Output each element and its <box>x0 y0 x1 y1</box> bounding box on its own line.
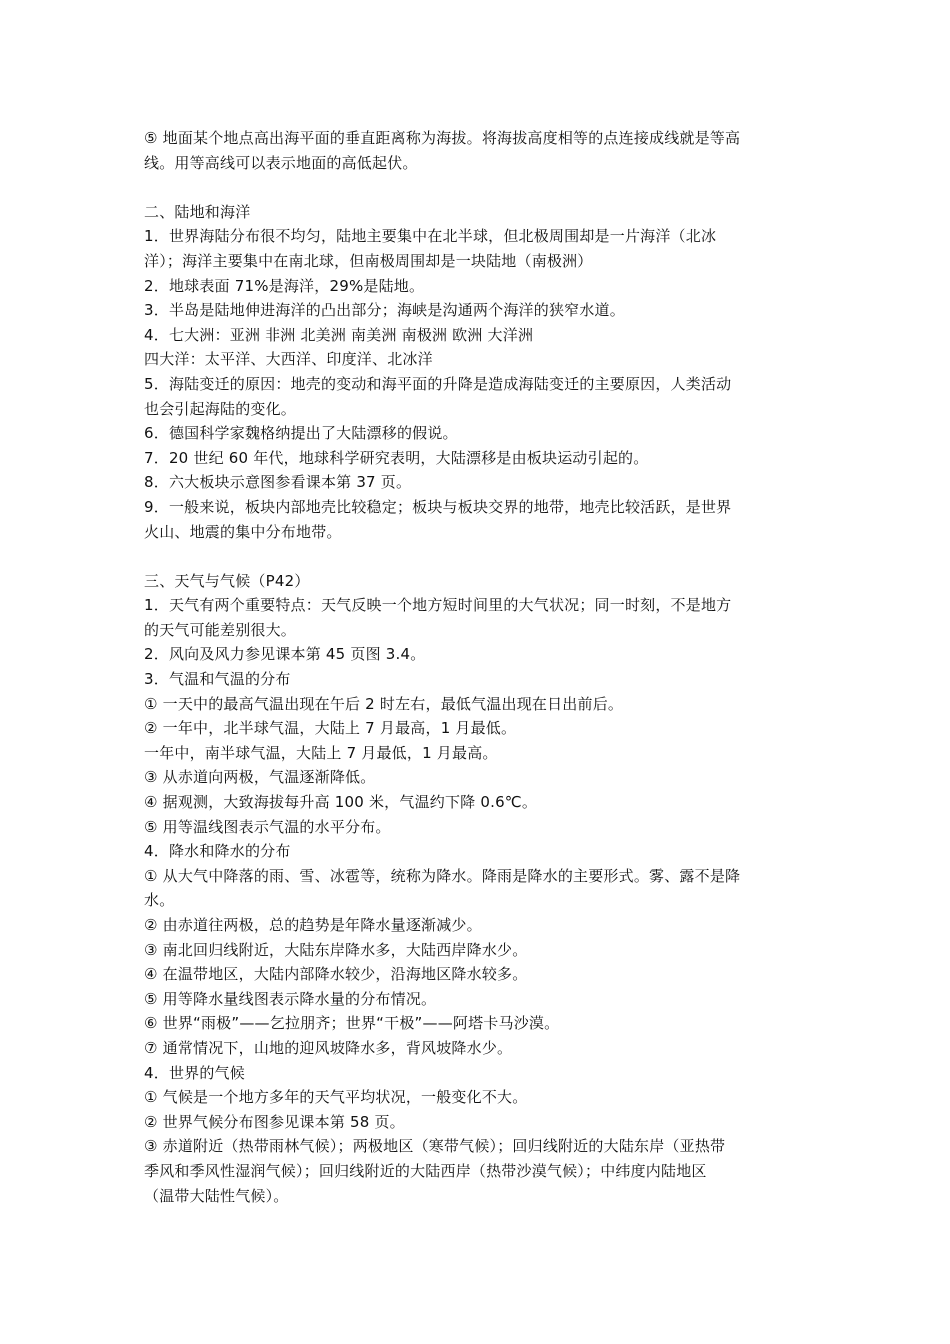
text-line: 6．德国科学家魏格纳提出了大陆漂移的假说。 <box>144 424 458 443</box>
text-line: ② 一年中，北半球气温，大陆上 7 月最高，1 月最低。 <box>144 719 517 738</box>
text-line: 4．降水和降水的分布 <box>144 842 291 861</box>
text-line: ⑤ 用等温线图表示气温的水平分布。 <box>144 817 391 836</box>
text-line: ③ 赤道附近（热带雨林气候）；两极地区（寒带气候）；回归线附近的大陆东岸（亚热带 <box>144 1137 726 1156</box>
text-line: 2．地球表面 71%是海洋，29%是陆地。 <box>144 276 425 295</box>
text-line: 2．风向及风力参见课本第 45 页图 3.4。 <box>144 645 426 664</box>
text-line: 洋）；海洋主要集中在南北球，但南极周围却是一块陆地（南极洲） <box>144 251 593 270</box>
text-line: ③ 南北回归线附近，大陆东岸降水多，大陆西岸降水少。 <box>144 940 528 959</box>
text-line: 的天气可能差别很大。 <box>144 620 297 639</box>
text-line: ① 一天中的最高气温出现在午后 2 时左右，最低气温出现在日出前后。 <box>144 694 624 713</box>
text-line: 4．世界的气候 <box>144 1063 245 1082</box>
text-line: 水。 <box>144 891 175 910</box>
text-line: ① 从大气中降落的雨、雪、冰雹等，统称为降水。降雨是降水的主要形式。雾、露不是降 <box>144 866 741 885</box>
text-line: ⑤ 地面某个地点高出海平面的垂直距离称为海拔。将海拔高度相等的点连接成线就是等高 <box>144 129 741 147</box>
text-line: 也会引起海陆的变化。 <box>144 399 297 418</box>
text-line: 1．世界海陆分布很不均匀，陆地主要集中在北半球，但北极周围却是一片海洋（北冰 <box>144 227 717 246</box>
paragraph-gap <box>144 175 812 200</box>
text-line: 8．六大板块示意图参看课本第 37 页。 <box>144 473 412 492</box>
text-line: ③ 从赤道向两极，气温逐渐降低。 <box>144 768 376 787</box>
text-line: 火山、地震的集中分布地带。 <box>144 522 342 541</box>
text-line: 线。用等高线可以表示地面的高低起伏。 <box>144 153 418 172</box>
text-line: 7．20 世纪 60 年代，地球科学研究表明，大陆漂移是由板块运动引起的。 <box>144 448 649 467</box>
text-line: 5．海陆变迁的原因：地壳的变动和海平面的升降是造成海陆变迁的主要原因，人类活动 <box>144 374 732 393</box>
text-line: ④ 在温带地区，大陆内部降水较少，沿海地区降水较多。 <box>144 965 528 984</box>
text-line: 3．半岛是陆地伸进海洋的凸出部分；海峡是沟通两个海洋的狭窄水道。 <box>144 301 625 320</box>
text-line: ④ 据观测，大致海拔每升高 100 米，气温约下降 0.6℃。 <box>144 793 538 812</box>
text-line: ⑥ 世界“雨极”——乞拉朋齐；世界“干极”——阿塔卡马沙漠。 <box>144 1014 560 1033</box>
text-line: 1．天气有两个重要特点：天气反映一个地方短时间里的大气状况；同一时刻，不是地方 <box>144 596 732 615</box>
document-page <box>144 126 812 1208</box>
section-heading: 二、陆地和海洋 <box>144 202 251 221</box>
text-line: 4．七大洲：亚洲 非洲 北美洲 南美洲 南极洲 欧洲 大洋洲 <box>144 325 534 344</box>
text-line: ② 世界气候分布图参见课本第 58 页。 <box>144 1112 405 1131</box>
section-land-and-ocean <box>144 200 812 544</box>
text-line: 3．气温和气温的分布 <box>144 670 291 689</box>
text-line: （温带大陆性气候）。 <box>144 1186 289 1205</box>
text-line: ① 气候是一个地方多年的天气平均状况，一般变化不大。 <box>144 1088 528 1107</box>
text-line: 四大洋：太平洋、大西洋、印度洋、北冰洋 <box>144 350 433 369</box>
text-line: 季风和季风性湿润气候）；回归线附近的大陆西岸（热带沙漠气候）；中纬度内陆地区 <box>144 1161 707 1180</box>
text-line: ② 由赤道往两极，总的趋势是年降水量逐渐减少。 <box>144 916 482 934</box>
text-line: 9．一般来说，板块内部地壳比较稳定；板块与板块交界的地带，地壳比较活跃，是世界 <box>144 497 732 516</box>
section-contour-lines <box>144 126 812 175</box>
text-line: 一年中，南半球气温，大陆上 7 月最低，1 月最高。 <box>144 743 498 762</box>
section-weather-and-climate <box>144 569 812 1208</box>
text-line: ⑤ 用等降水量线图表示降水量的分布情况。 <box>144 989 437 1008</box>
text-line: ⑦ 通常情况下，山地的迎风坡降水多，背风坡降水少。 <box>144 1038 513 1057</box>
paragraph-gap <box>144 544 812 569</box>
section-heading: 三、天气与气候（P42） <box>144 571 310 590</box>
